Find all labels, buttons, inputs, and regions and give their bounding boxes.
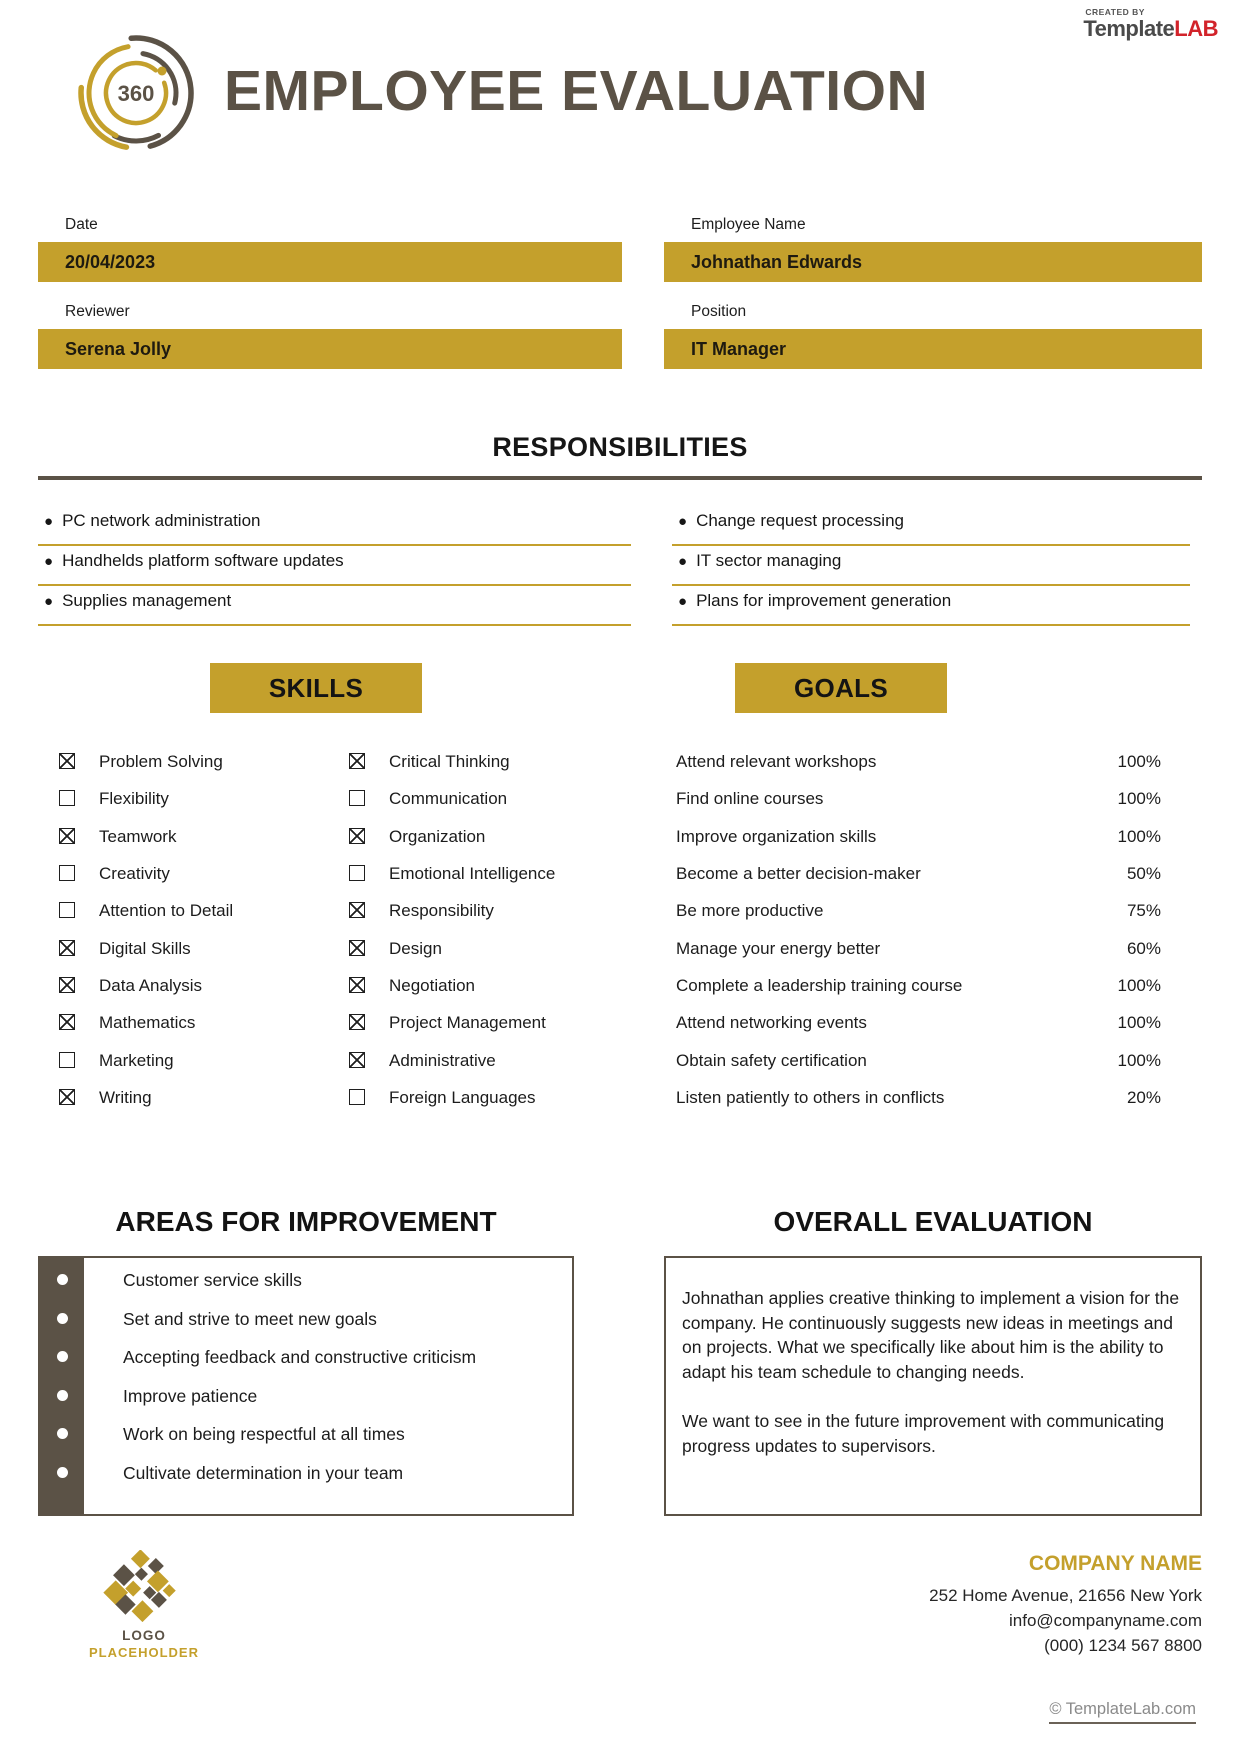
skill-checkbox[interactable] [349, 902, 365, 918]
responsibility-item [38, 506, 631, 546]
skill-label: Project Management [389, 1013, 546, 1033]
company-email: info@companyname.com [1008, 1611, 1202, 1630]
skill-label: Foreign Languages [389, 1088, 536, 1108]
bullet-icon: ● [44, 513, 54, 530]
reviewer-value: Serena Jolly [65, 338, 172, 359]
skill-checkbox[interactable] [349, 977, 365, 993]
skill-label: Flexibility [99, 789, 169, 809]
responsibility-text: Handhelds platform software updates [62, 551, 344, 570]
skill-item [59, 901, 299, 938]
improvement-text: Accepting feedback and constructive criticism [123, 1347, 477, 1368]
skills-column-1 [59, 752, 299, 1125]
skill-item [349, 1051, 604, 1088]
responsibility-item [38, 586, 631, 626]
goal-label: Become a better decision-maker [676, 864, 921, 884]
skill-item [349, 864, 604, 901]
goal-item [676, 752, 1161, 789]
bullet-icon: ● [678, 513, 688, 530]
goal-item [676, 1013, 1161, 1050]
skill-checkbox[interactable] [349, 790, 365, 806]
skill-label: Data Analysis [99, 976, 202, 996]
goal-percent: 100% [1117, 1050, 1161, 1070]
skill-checkbox[interactable] [349, 1052, 365, 1068]
goal-item [676, 864, 1161, 901]
skill-item [349, 789, 604, 826]
skill-checkbox[interactable] [59, 977, 75, 993]
responsibility-text: Change request processing [696, 511, 904, 530]
date-field[interactable] [38, 242, 622, 282]
skill-label: Responsibility [389, 901, 494, 921]
bullet-icon: ● [678, 553, 688, 570]
skill-item [59, 864, 299, 901]
responsibility-text: Plans for improvement generation [696, 591, 952, 610]
goal-label: Attend relevant workshops [676, 752, 877, 771]
improvement-title: AREAS FOR IMPROVEMENT [115, 1206, 497, 1237]
skill-label: Digital Skills [99, 938, 191, 958]
overall-evaluation-paragraph: We want to see in the future improvement with communicating progress updates to supervisors. [682, 1411, 1165, 1456]
skill-item [349, 1088, 604, 1125]
company-name: COMPANY NAME [1028, 1552, 1202, 1575]
skill-checkbox[interactable] [59, 1089, 75, 1105]
employee-name-value: Johnathan Edwards [691, 251, 863, 272]
goal-label: Improve organization skills [676, 826, 877, 846]
goal-label: Be more productive [676, 901, 824, 921]
company-address: 252 Home Avenue, 21656 New York [929, 1586, 1202, 1605]
goal-percent: 100% [1117, 789, 1161, 809]
improvement-box [38, 1256, 574, 1516]
skill-item [59, 976, 299, 1013]
responsibility-item [672, 586, 1190, 626]
reviewer-label: Reviewer [65, 303, 130, 320]
date-value: 20/04/2023 [65, 251, 156, 272]
employee-name-label: Employee Name [691, 216, 806, 233]
goal-percent: 100% [1117, 1013, 1161, 1033]
logo-placeholder-line1: LOGO [122, 1628, 166, 1643]
goal-percent: 60% [1126, 938, 1161, 958]
skill-checkbox[interactable] [59, 828, 75, 844]
bullet-dot-icon [57, 1351, 68, 1362]
improvement-item [40, 1309, 572, 1348]
position-value: IT Manager [691, 338, 787, 359]
logo-placeholder-line2: PLACEHOLDER [89, 1645, 199, 1660]
diamond-mosaic-icon [101, 1550, 187, 1622]
bullet-dot-icon [57, 1274, 68, 1285]
goal-label: Attend networking events [676, 1013, 867, 1033]
goal-item [676, 1051, 1161, 1088]
reviewer-field[interactable] [38, 329, 622, 369]
improvement-list [40, 1270, 572, 1502]
skill-checkbox[interactable] [59, 753, 75, 769]
skill-item [59, 939, 299, 976]
skill-item [59, 1013, 299, 1050]
bullet-icon: ● [44, 553, 54, 570]
skill-checkbox[interactable] [349, 1089, 365, 1105]
improvement-text: Set and strive to meet new goals [123, 1308, 377, 1329]
improvement-item [40, 1270, 572, 1309]
skill-label: Negotiation [389, 976, 476, 996]
bullet-icon: ● [44, 593, 54, 610]
skill-label: Creativity [99, 864, 170, 884]
skill-label: Design [389, 938, 442, 958]
skill-label: Critical Thinking [389, 752, 510, 771]
skill-label: Mathematics [99, 1013, 196, 1033]
skill-checkbox[interactable] [349, 1014, 365, 1030]
responsibility-item [672, 506, 1190, 546]
skill-label: Emotional Intelligence [389, 864, 556, 884]
skill-label: Communication [389, 789, 508, 809]
company-phone: (000) 1234 567 8800 [1044, 1636, 1202, 1655]
skill-label: Attention to Detail [99, 901, 234, 921]
skill-item [349, 901, 604, 938]
goal-label: Complete a leadership training course [676, 976, 963, 996]
goal-item [676, 1088, 1161, 1125]
goals-list [676, 752, 1161, 1125]
responsibility-item [38, 546, 631, 586]
logo-placeholder [82, 1550, 206, 1660]
brand-lab-text: LAB [1174, 15, 1218, 41]
goal-label: Find online courses [676, 789, 824, 809]
skill-item [59, 1088, 299, 1125]
templatelab-copyright-link[interactable]: © TemplateLab.com [1049, 1700, 1196, 1724]
skill-checkbox[interactable] [349, 828, 365, 844]
goal-percent: 100% [1117, 976, 1161, 996]
goal-item [676, 939, 1161, 976]
position-field[interactable] [664, 329, 1202, 369]
goal-percent: 20% [1126, 1088, 1161, 1108]
skill-item [59, 789, 299, 826]
overall-evaluation-paragraph: Johnathan applies creative thinking to implement a vision for the company. He continuously suggests new ideas in meetings and on projects. What we specifically like about him is the ability to adapt his team schedule to changing needs. [682, 1288, 1180, 1382]
skill-item [349, 939, 604, 976]
skill-checkbox[interactable] [59, 1014, 75, 1030]
goal-item [676, 976, 1161, 1013]
bullet-dot-icon [57, 1313, 68, 1324]
skill-label: Administrative [389, 1050, 496, 1070]
improvement-item [40, 1347, 572, 1386]
goals-section-header: GOALS [735, 663, 947, 713]
responsibilities-divider [38, 476, 1202, 480]
company-info-block [929, 1552, 1202, 1658]
improvement-text: Work on being respectful at all times [123, 1424, 405, 1445]
skill-label: Problem Solving [99, 752, 223, 771]
responsibility-item [672, 546, 1190, 586]
bullet-icon: ● [678, 593, 688, 610]
360-degree-logo-icon [76, 32, 196, 154]
employee-name-field[interactable] [664, 242, 1202, 282]
goal-percent: 100% [1117, 826, 1161, 846]
skill-checkbox[interactable] [59, 790, 75, 806]
bullet-dot-icon [57, 1467, 68, 1478]
overall-evaluation-box [664, 1256, 1202, 1516]
skills-section-header: SKILLS [210, 663, 422, 713]
created-by-label: CREATED BY [1085, 7, 1145, 17]
skill-item [349, 1013, 604, 1050]
goal-item [676, 901, 1161, 938]
goal-percent: 75% [1126, 901, 1161, 921]
logo-360-number: 360 [117, 81, 155, 106]
date-label: Date [65, 216, 98, 233]
skill-checkbox[interactable] [349, 865, 365, 881]
responsibility-text: IT sector managing [696, 551, 842, 570]
skill-label: Organization [389, 826, 486, 846]
bullet-dot-icon [57, 1390, 68, 1401]
improvement-item [40, 1463, 572, 1502]
goal-percent: 50% [1126, 864, 1161, 884]
responsibilities-left-list [38, 506, 631, 626]
skill-item [59, 752, 299, 789]
skill-checkbox[interactable] [59, 865, 75, 881]
skill-checkbox[interactable] [59, 940, 75, 956]
goal-label: Listen patiently to others in conflicts [676, 1088, 945, 1108]
skill-label: Teamwork [99, 826, 177, 846]
brand-template-text: Template [1083, 15, 1175, 41]
goal-item [676, 789, 1161, 826]
goal-label: Manage your energy better [676, 938, 881, 958]
improvement-text: Improve patience [123, 1385, 258, 1406]
position-label: Position [691, 303, 747, 320]
skills-column-2 [349, 752, 604, 1125]
goal-percent: 100% [1117, 752, 1161, 771]
templatelab-logo [1083, 8, 1218, 40]
skill-checkbox[interactable] [349, 940, 365, 956]
bullet-dot-icon [57, 1428, 68, 1439]
improvement-item [40, 1424, 572, 1463]
responsibilities-right-list [672, 506, 1190, 626]
skill-label: Writing [99, 1088, 152, 1108]
responsibility-text: Supplies management [62, 591, 232, 610]
improvement-text: Customer service skills [123, 1270, 302, 1290]
responsibilities-title: RESPONSIBILITIES [492, 432, 748, 462]
skill-item [59, 1051, 299, 1088]
skill-checkbox[interactable] [349, 753, 365, 769]
improvement-text: Cultivate determination in your team [123, 1462, 404, 1483]
skill-item [349, 827, 604, 864]
skill-item [349, 976, 604, 1013]
skill-item [59, 827, 299, 864]
skill-checkbox[interactable] [59, 902, 75, 918]
goal-label: Obtain safety certification [676, 1050, 867, 1070]
skill-item [349, 752, 604, 789]
skill-checkbox[interactable] [59, 1052, 75, 1068]
skill-label: Marketing [99, 1050, 174, 1070]
overall-evaluation-title: OVERALL EVALUATION [773, 1206, 1093, 1237]
page-title: EMPLOYEE EVALUATION [224, 59, 929, 123]
responsibility-text: PC network administration [62, 511, 261, 530]
goal-item [676, 827, 1161, 864]
improvement-item [40, 1386, 572, 1425]
